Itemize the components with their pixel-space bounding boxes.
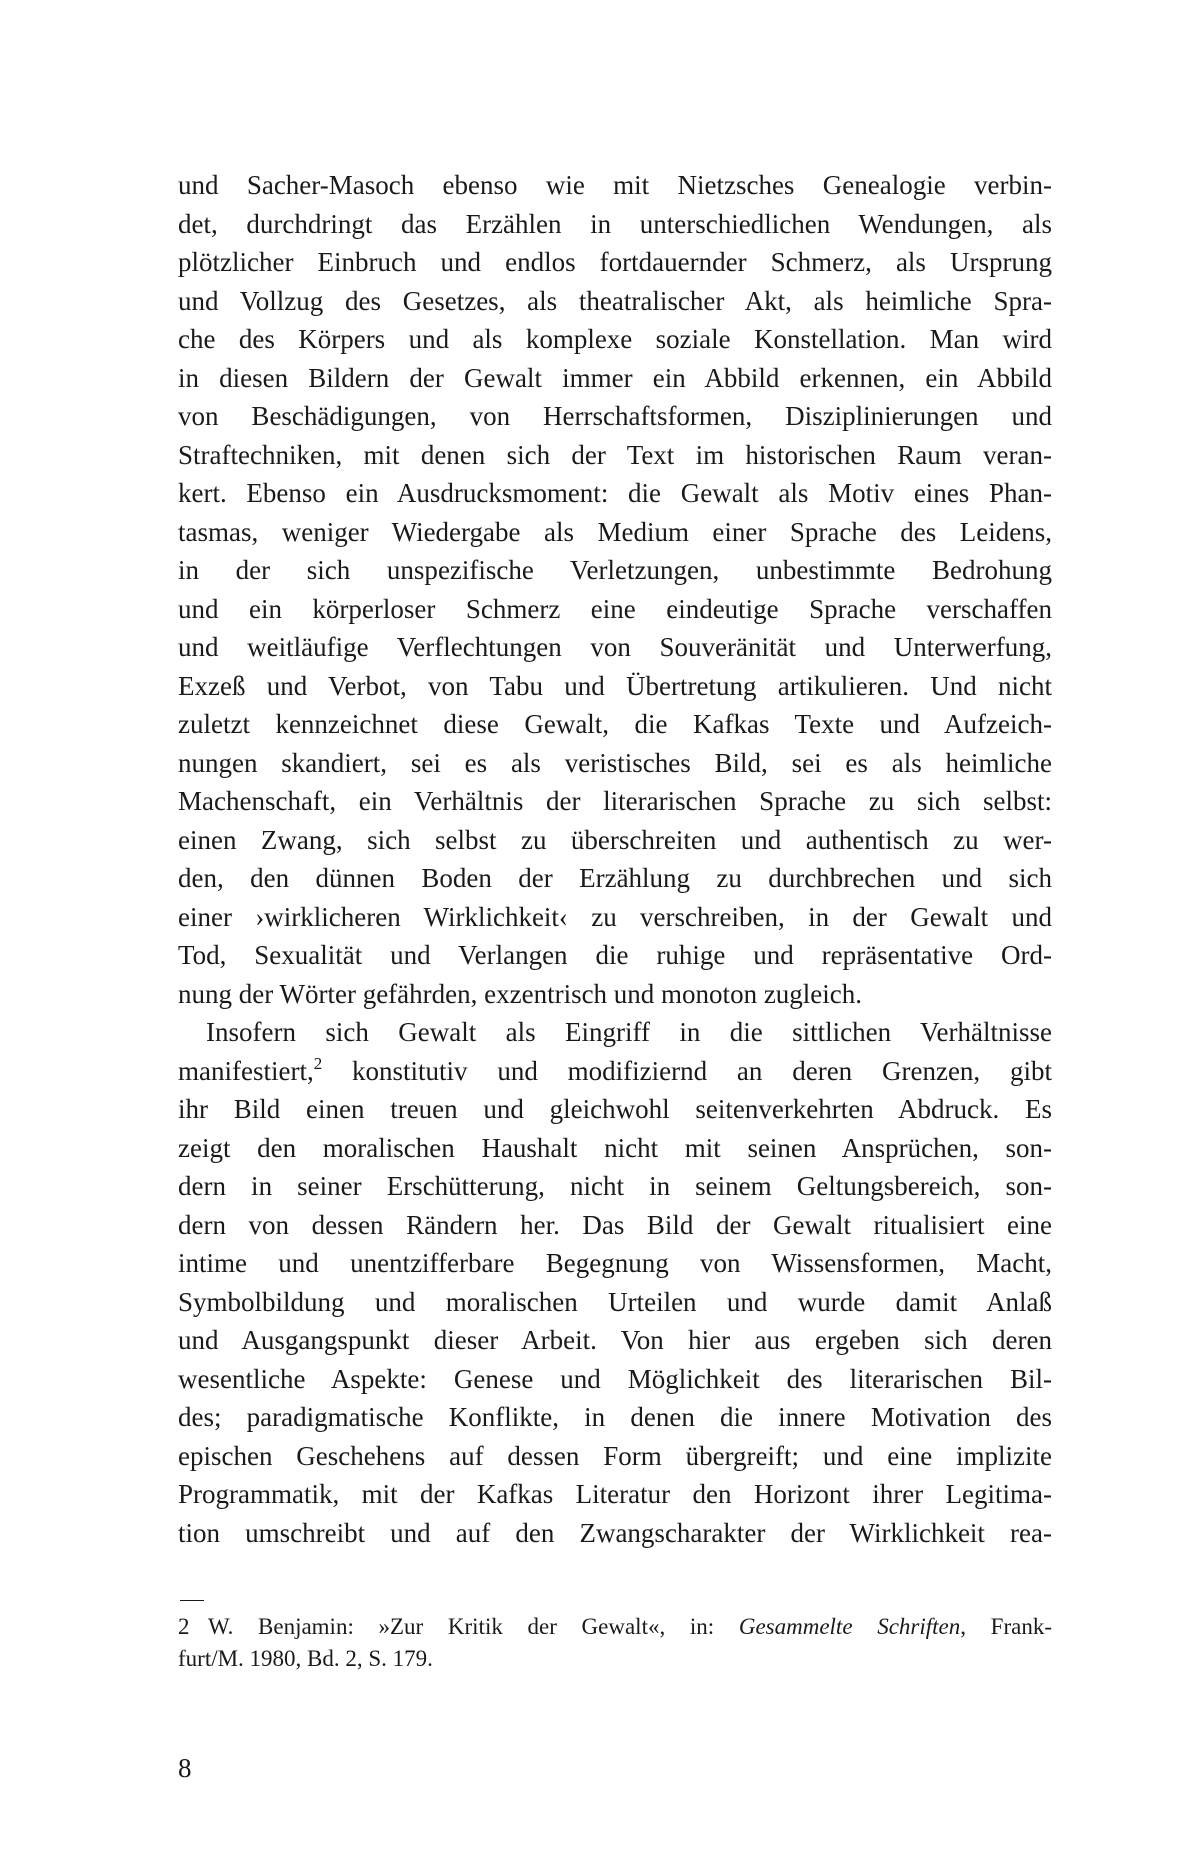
footnote [178,1611,1052,1675]
footnote-line [178,1611,1052,1643]
text-line: Machenschaft, ein Verhältnis der literarischen Sprache zu sich selbst: [178,786,1052,816]
footnote-text: , Frank- [960,1614,1052,1639]
text-line: und Vollzug des Gesetzes, als theatralischer Akt, als heimliche Spra- [178,285,1052,316]
paragraph-first-line: Insofern sich Gewalt als Eingriff in die sittlichen Verhältnisse [206,1017,1052,1047]
text-line: che des Körpers und als komplexe soziale Konstellation. Man wird [178,324,1052,354]
text-line: tasmas, weniger Wiedergabe als Medium einer Sprache des Leidens, [178,516,1052,547]
text-line: nungen skandiert, sei es als veristisches Bild, sei es als heimliche [178,747,1052,778]
text-line: dern von dessen Rändern her. Das Bild der Gewalt ritualisiert eine [178,1209,1052,1240]
footnote-text: W. Benjamin: »Zur Kritik der Gewalt«, in: [208,1614,739,1639]
text-line: kert. Ebenso ein Ausdrucksmoment: die Gewalt als Motiv eines Phan- [178,478,1052,508]
text-line: Tod, Sexualität und Verlangen die ruhige und repräsentative Ord- [178,940,1052,970]
text-line: Symbolbildung und moralischen Urteilen und wurde damit Anlaß [178,1286,1052,1317]
text-line: und ein körperloser Schmerz eine eindeutige Sprache verschaffen [178,593,1052,624]
text-line: in diesen Bildern der Gewalt immer ein Abbild erkennen, ein Abbild [178,362,1052,393]
text-line: Exzeß und Verbot, von Tabu und Übertretung artikulieren. Und nicht [178,670,1052,701]
body-text [178,166,1052,1552]
footnote-book-title: Gesammelte Schriften [738,1614,961,1639]
text-line: Straftechniken, mit denen sich der Text im historischen Raum veran- [178,439,1052,470]
text-line: einen Zwang, sich selbst zu überschreiten und authentisch zu wer- [178,824,1052,855]
text-line-with-footnote-ref [178,1052,1052,1091]
text-segment: manifestiert, [178,1055,314,1086]
text-line: tion umschreibt und auf den Zwangscharakter der Wirklichkeit rea- [178,1517,1052,1548]
text-line: ihr Bild einen treuen und gleichwohl seitenverkehrten Abdruck. Es [178,1094,1052,1124]
footnote-reference: 2 [313,1053,323,1073]
text-line: wesentliche Aspekte: Genese und Möglichkeit des literarischen Bil- [178,1363,1052,1394]
footnote-divider [180,1600,204,1601]
text-line: intime und unentzifferbare Begegnung von Wissensformen, Macht, [178,1248,1052,1278]
text-line: zeigt den moralischen Haushalt nicht mit seinen Ansprüchen, son- [178,1132,1052,1163]
text-line: Programmatik, mit der Kafkas Literatur den Horizont ihrer Legitima- [178,1479,1052,1509]
text-line: den, den dünnen Boden der Erzählung zu durchbrechen und sich [178,863,1052,893]
text-line: und weitläufige Verflechtungen von Souveränität und Unterwerfung, [178,632,1052,662]
text-line: des; paradigmatische Konflikte, in denen die innere Motivation des [178,1402,1052,1432]
text-line: in der sich unspezifische Verletzungen, unbestimmte Bedrohung [178,555,1052,585]
text-line: und Ausgangspunkt dieser Arbeit. Von hier aus ergeben sich deren [178,1325,1052,1355]
text-line: plötzlicher Einbruch und endlos fortdauernder Schmerz, als Ursprung [178,247,1052,277]
page-number: 8 [178,1753,192,1783]
text-line: von Beschädigungen, von Herrschaftsformen, Disziplinierungen und [178,401,1052,431]
text-line: dern in seiner Erschütterung, nicht in seinem Geltungsbereich, son- [178,1171,1052,1201]
text-line: einer ›wirklicheren Wirklichkeit‹ zu verschreiben, in der Gewalt und [178,901,1052,932]
text-line: det, durchdringt das Erzählen in unterschiedlichen Wendungen, als [178,208,1052,239]
footnote-number: 2 [178,1614,190,1639]
text-line: epischen Geschehens auf dessen Form übergreift; und eine implizite [178,1440,1052,1471]
text-line: zuletzt kennzeichnet diese Gewalt, die Kafkas Texte und Aufzeich- [178,709,1052,739]
paragraph-last-line: nung der Wörter gefährden, exzentrisch und monoton zugleich. [178,978,863,1009]
footnote-line: furt/M. 1980, Bd. 2, S. 179. [178,1646,433,1671]
text-segment: konstitutiv und modifiziernd an deren Grenzen, gibt [322,1055,1052,1086]
text-line: und Sacher-Masoch ebenso wie mit Nietzsches Genealogie verbin- [178,170,1052,200]
